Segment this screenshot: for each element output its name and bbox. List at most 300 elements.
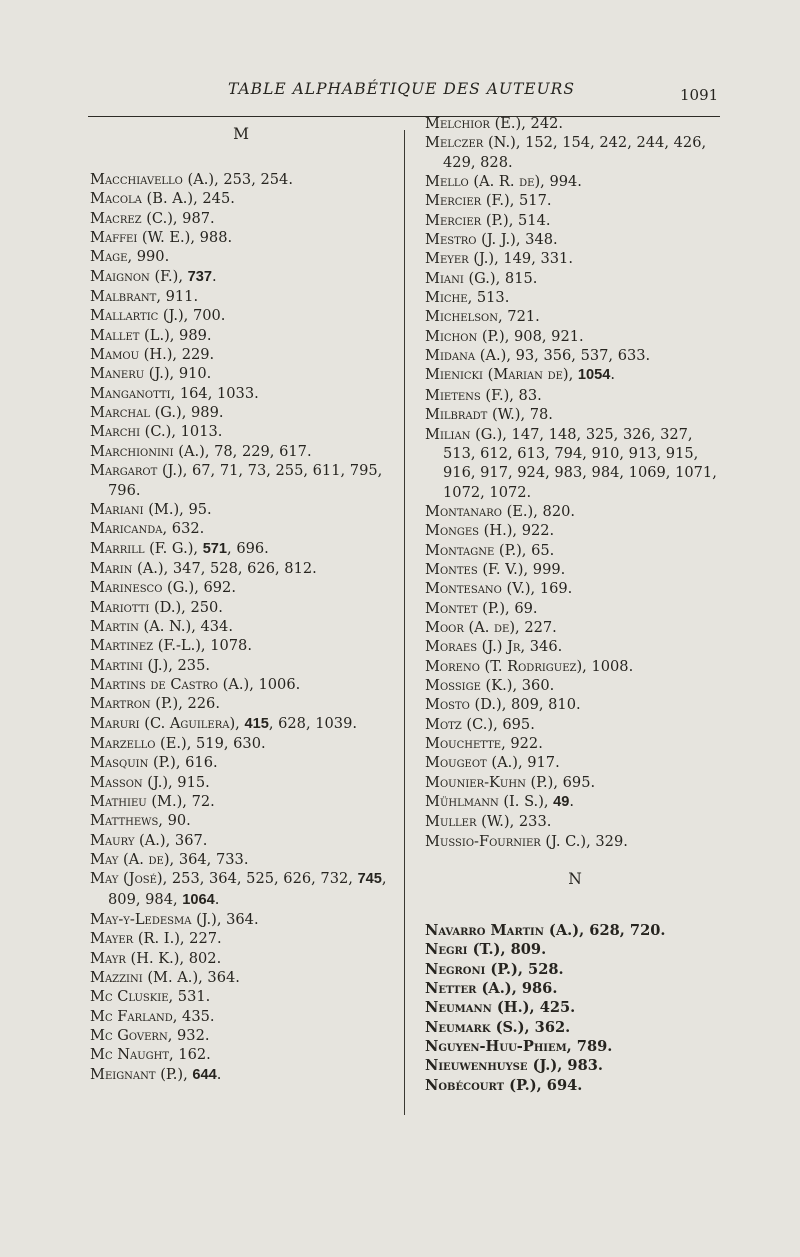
entry-text: (J.), 149, 331. <box>468 250 573 268</box>
index-entry <box>425 832 725 851</box>
author-name: Meyer <box>425 250 469 268</box>
entry-text: , 911. <box>156 288 199 306</box>
bold-page-ref: 1064 <box>182 891 215 908</box>
index-entry <box>90 1045 392 1064</box>
entry-text: (M.), 95. <box>143 500 212 518</box>
author-name: Mestro <box>425 231 477 249</box>
index-entry <box>90 170 392 189</box>
entry-text: (P.), 616. <box>148 754 218 772</box>
author-name: Milian <box>425 425 471 443</box>
author-name: Masquin <box>90 754 149 772</box>
index-entry <box>90 910 392 929</box>
index-entry <box>425 191 725 210</box>
column-divider <box>404 130 405 1115</box>
entry-text: (H.), 425. <box>491 999 576 1017</box>
entry-text: (I. S.), <box>498 793 554 811</box>
entry-text: , 346. <box>520 638 563 656</box>
index-entry <box>90 598 392 617</box>
entry-text: (W.), 78. <box>487 406 553 424</box>
index-entry <box>90 734 392 753</box>
entry-text: , 90. <box>158 812 191 830</box>
author-list-n <box>425 921 725 1095</box>
author-name: Neumann <box>425 999 492 1017</box>
author-name: Macrez <box>90 209 142 227</box>
author-name: Negroni <box>425 960 486 978</box>
entry-text: (G.), 989. <box>149 404 224 422</box>
author-name: Montagne <box>425 541 495 559</box>
index-entry <box>90 675 392 694</box>
author-name: Meignant <box>90 1065 156 1083</box>
index-entry <box>425 365 725 385</box>
index-entry <box>90 792 392 811</box>
entry-text: (P.), 226. <box>150 695 220 713</box>
entry-text: (A.), 986. <box>476 980 558 998</box>
right-column <box>425 115 725 1095</box>
index-entry <box>90 189 392 208</box>
entry-text: (N.), 152, 154, 242, 244, 426, 429, 828. <box>443 134 707 171</box>
index-entry <box>90 345 392 364</box>
entry-text: (T.), 809. <box>467 941 547 959</box>
bold-page-ref: 737 <box>187 268 212 285</box>
index-entry <box>425 560 725 579</box>
entry-text: ), <box>562 366 578 384</box>
index-entry <box>90 326 392 345</box>
author-name: Mühlmann <box>425 793 499 811</box>
index-entry <box>90 929 392 948</box>
author-name: Mayr <box>90 949 126 967</box>
entry-text: (J.), 700. <box>158 307 226 325</box>
author-name: May <box>90 870 119 888</box>
index-entry <box>425 753 725 772</box>
entry-text: . <box>214 890 220 908</box>
entry-text: , 990. <box>127 248 170 266</box>
index-entry <box>425 521 725 540</box>
entry-text: , 513. <box>467 289 510 307</box>
index-entry <box>425 734 725 753</box>
entry-text: (J. J.), 348. <box>476 231 558 249</box>
author-name: Mallartic <box>90 307 159 325</box>
entry-text: (E.), 820. <box>501 502 576 520</box>
bold-page-ref: 745 <box>357 871 382 888</box>
author-name: Netter <box>425 980 477 998</box>
author-name: May-y-Ledesma <box>90 911 192 929</box>
entry-text: (M. A.), 364. <box>142 969 240 987</box>
entry-text: (F.-L.), 1078. <box>153 637 252 655</box>
entry-text: (P.), 65. <box>494 541 555 559</box>
entry-text: (P.), 695. <box>525 773 596 791</box>
author-name: Matthews <box>90 812 159 830</box>
entry-text: ), 364, 733. <box>163 851 249 869</box>
entry-text: . <box>569 793 575 811</box>
index-entry <box>425 599 725 618</box>
author-name: Montet <box>425 599 478 617</box>
entry-text: (A. <box>118 851 149 869</box>
entry-text: (J.), 364. <box>191 911 259 929</box>
author-name: Milbradt <box>425 406 488 424</box>
entry-text: ), <box>229 714 245 732</box>
entry-text: , 922. <box>501 735 543 752</box>
entry-text: , 809, 984, <box>108 870 387 908</box>
index-entry <box>90 949 392 968</box>
author-name: Mc Govern <box>90 1027 168 1045</box>
entry-text: (H.), 229. <box>139 346 215 364</box>
author-name: Marrill <box>90 539 145 557</box>
index-entry <box>90 694 392 713</box>
entry-text: (R. I.), 227. <box>133 930 222 948</box>
index-entry <box>90 753 392 772</box>
entry-text: (E.), 519, 630. <box>155 734 266 752</box>
entry-text: (P.), 514. <box>481 211 551 229</box>
entry-text: (D.), 809, 810. <box>469 696 581 714</box>
index-entry <box>90 1065 392 1085</box>
author-name: Mougeot <box>425 754 487 772</box>
author-name: Mallet <box>90 326 140 344</box>
left-column <box>90 122 392 1085</box>
index-entry <box>425 386 725 405</box>
entry-text: (P.), 694. <box>504 1076 583 1094</box>
author-name: Marian de <box>493 366 563 384</box>
index-entry <box>425 133 725 172</box>
author-name: Montanaro <box>425 502 502 520</box>
author-name: Mathieu <box>90 793 147 810</box>
index-entry <box>90 1007 392 1026</box>
index-entry <box>90 1026 392 1045</box>
entry-text: (G.), 147, 148, 325, 326, 327, 513, 612, 613, 794, 910, 913, 915, 916, 917, 924, 983, 984, 1069, 1071, 1072, 1072. <box>443 425 717 501</box>
entry-text: (G.), 815. <box>463 269 538 287</box>
author-name: Maruri <box>90 714 140 732</box>
author-name: Mosto <box>425 696 470 714</box>
index-entry <box>425 979 725 998</box>
index-entry <box>90 384 392 403</box>
entry-text: ), 253, 364, 525, 626, 732, <box>156 870 358 888</box>
entry-text: , 628, 1039. <box>268 714 358 732</box>
index-entry <box>90 968 392 987</box>
entry-text: (J.), 910. <box>144 365 212 383</box>
author-name: Martin <box>90 617 139 635</box>
section-letter-m: M <box>233 125 249 143</box>
entry-text: , 932. <box>167 1027 210 1045</box>
entry-text: ), 994. <box>534 173 582 191</box>
entry-text: (A. <box>463 618 495 636</box>
entry-text: (J.) <box>477 638 508 656</box>
author-name: Moraes <box>425 638 478 656</box>
entry-text: (A.), 78, 229, 617. <box>173 442 312 460</box>
entry-text: (E.), 242. <box>489 115 564 132</box>
entry-text: (J. C.), 329. <box>540 832 628 850</box>
index-entry <box>90 519 392 538</box>
index-entry <box>90 831 392 850</box>
author-name: Mienicki <box>425 366 483 384</box>
index-entry <box>425 114 725 133</box>
entry-text: (A. R. <box>468 173 520 191</box>
author-name: Mayer <box>90 930 134 948</box>
index-entry <box>90 578 392 597</box>
author-name: José <box>128 870 157 888</box>
index-entry <box>90 636 392 655</box>
author-name: Mc Naught <box>90 1046 170 1064</box>
index-entry <box>425 676 725 695</box>
entry-text: (F. V.), 999. <box>477 560 566 578</box>
bold-page-ref: 1054 <box>577 367 611 384</box>
author-list-m-left <box>90 170 392 1085</box>
author-name: Miche <box>425 289 468 307</box>
index-entry <box>425 812 725 831</box>
author-name: Negri <box>425 941 468 959</box>
author-name: Mc Farland <box>90 1007 173 1025</box>
index-entry <box>425 1056 725 1075</box>
index-entry <box>90 306 392 325</box>
author-name: Miani <box>425 269 464 287</box>
index-entry <box>425 695 725 714</box>
index-entry <box>425 921 725 940</box>
entry-text: , 435. <box>172 1007 215 1025</box>
index-entry <box>90 228 392 247</box>
index-entry <box>425 792 725 812</box>
index-entry <box>425 307 725 326</box>
entry-text: (C.), 987. <box>141 209 215 227</box>
entry-text: . <box>211 267 217 285</box>
author-name: Manganotti <box>90 384 171 402</box>
index-entry <box>90 850 392 869</box>
author-name: Aguilera <box>169 714 230 732</box>
author-name: Maricanda <box>90 520 163 538</box>
author-name: Margarot <box>90 462 158 480</box>
entry-text: (P.), 908, 921. <box>477 327 584 345</box>
author-name: Martinez <box>90 637 154 655</box>
entry-text: (A. N.), 434. <box>138 617 233 635</box>
entry-text: , 632. <box>162 520 205 538</box>
author-name: Mage <box>90 248 128 266</box>
author-name: Malbrant <box>90 288 157 306</box>
index-entry <box>425 425 725 502</box>
author-name: Marchionini <box>90 442 174 460</box>
author-name: Mercier <box>425 211 482 229</box>
index-entry <box>425 269 725 288</box>
index-entry <box>425 502 725 521</box>
index-entry <box>425 249 725 268</box>
page-number: 1091 <box>680 86 719 104</box>
author-name: Melczer <box>425 134 484 152</box>
entry-text: (L.), 989. <box>139 326 212 344</box>
index-entry <box>90 267 392 287</box>
author-name: Nieuwenhuyse <box>425 1057 528 1075</box>
index-entry <box>425 1076 725 1095</box>
index-entry <box>90 714 392 734</box>
author-name: Michon <box>425 327 478 345</box>
index-entry <box>90 869 392 910</box>
entry-text: (F.), 83. <box>480 386 542 404</box>
index-entry <box>425 960 725 979</box>
entry-text: , 164, 1033. <box>170 384 259 402</box>
index-entry <box>425 1018 725 1037</box>
entry-text: (H. K.), 802. <box>125 949 222 967</box>
author-name: Mariani <box>90 500 144 518</box>
author-name: Montesano <box>425 580 502 598</box>
entry-text: (A.), 917. <box>486 754 560 772</box>
entry-text: (C.), 695. <box>461 715 535 733</box>
index-entry <box>90 773 392 792</box>
entry-text: (J.), 67, 71, 73, 255, 611, 795, 796. <box>108 462 383 499</box>
author-name: Rodriguez <box>507 657 577 675</box>
entry-text: . <box>610 366 615 384</box>
author-name: Michelson <box>425 308 499 326</box>
author-name: de <box>148 851 164 869</box>
author-name: Mello <box>425 173 469 191</box>
author-name: Nobécourt <box>425 1076 505 1094</box>
author-name: Martini <box>90 656 143 674</box>
entry-text: (A.), 367. <box>134 831 208 849</box>
entry-text: , 162. <box>169 1046 211 1064</box>
author-name: Jr <box>507 638 521 656</box>
author-name: Midana <box>425 347 476 365</box>
author-name: Macchiavello <box>90 171 183 188</box>
entry-text: (C.), 1013. <box>140 423 223 441</box>
entry-text: (B. A.), 245. <box>141 190 235 208</box>
author-name: Martins de Castro <box>90 675 218 693</box>
running-head: TABLE ALPHABÉTIQUE DES AUTEURS <box>228 80 575 98</box>
index-entry <box>90 559 392 578</box>
index-entry <box>90 364 392 383</box>
index-entry <box>425 773 725 792</box>
entry-text: (A.), 1006. <box>217 675 301 693</box>
entry-text: (J.), 235. <box>142 656 210 674</box>
entry-text: . <box>216 1065 222 1083</box>
author-name: Maneru <box>90 365 145 383</box>
index-entry <box>425 230 725 249</box>
index-entry <box>425 637 725 656</box>
entry-text: (F.), 517. <box>481 192 552 210</box>
author-name: Masson <box>90 773 143 791</box>
author-name: Martron <box>90 695 151 713</box>
index-entry <box>90 987 392 1006</box>
bold-page-ref: 49 <box>553 794 570 811</box>
entry-text: (D.), 250. <box>149 598 223 616</box>
index-entry <box>425 327 725 346</box>
index-entry <box>425 715 725 734</box>
entry-text: (A.), 628, 720. <box>543 922 666 940</box>
author-name: de <box>519 173 535 191</box>
entry-text: (J.), 983. <box>527 1057 603 1075</box>
entry-text: (S.), 362. <box>490 1018 571 1036</box>
author-name: Mazzini <box>90 969 143 987</box>
entry-text: , 696. <box>227 539 269 557</box>
index-entry <box>90 287 392 306</box>
entry-text: (G.), 692. <box>162 579 236 597</box>
index-entry <box>90 442 392 461</box>
index-entry <box>90 500 392 519</box>
index-entry <box>90 461 392 500</box>
entry-text: (H.), 922. <box>479 522 555 540</box>
bold-page-ref: 644 <box>192 1066 217 1083</box>
author-name: Melchior <box>425 115 490 132</box>
entry-text: , 789. <box>566 1038 613 1056</box>
author-name: Moor <box>425 618 464 636</box>
index-entry <box>90 617 392 636</box>
bold-page-ref: 415 <box>244 715 269 732</box>
index-entry <box>425 657 725 676</box>
entry-text: ( <box>482 366 494 384</box>
entry-text: (A.), 347, 528, 626, 812. <box>132 559 317 577</box>
entry-text: (T. <box>479 657 508 675</box>
index-entry <box>425 940 725 959</box>
author-name: Neumark <box>425 1018 491 1036</box>
author-name: Maury <box>90 831 135 849</box>
entry-text: (C. <box>139 714 170 732</box>
entry-text: (W. E.), 988. <box>137 229 233 247</box>
index-entry <box>425 346 725 365</box>
entry-text: (J.), 915. <box>142 773 210 791</box>
index-entry <box>425 579 725 598</box>
entry-text: ), 1008. <box>576 657 634 675</box>
author-name: Marzello <box>90 734 156 752</box>
author-name: Marchi <box>90 423 141 441</box>
entry-text: , 531. <box>168 988 211 1006</box>
author-name: Mariotti <box>90 598 150 616</box>
author-name: de <box>494 618 510 636</box>
author-name: Mamou <box>90 346 140 364</box>
index-entry <box>425 618 725 637</box>
entry-text: (P.), 528. <box>485 960 564 978</box>
author-name: Motz <box>425 715 462 733</box>
author-name: Marin <box>90 559 133 577</box>
author-name: Mercier <box>425 192 482 210</box>
bold-page-ref: 571 <box>202 540 228 557</box>
index-entry <box>90 811 392 830</box>
author-name: Muller <box>425 813 477 831</box>
author-name: Mossige <box>425 676 481 694</box>
index-entry <box>425 1037 725 1056</box>
author-name: Monges <box>425 522 480 540</box>
entry-text: (W.), 233. <box>476 813 552 831</box>
entry-text: (M.), 72. <box>146 793 215 810</box>
index-entry <box>425 405 725 424</box>
index-entry <box>90 422 392 441</box>
index-entry <box>425 211 725 230</box>
entry-text: (A.), 253, 254. <box>182 171 293 188</box>
author-name: Marinesco <box>90 579 163 597</box>
author-name: Mietens <box>425 386 481 404</box>
author-name: Nguyen-Huu-Phiem <box>425 1038 567 1056</box>
entry-text: (K.), 360. <box>480 676 555 694</box>
index-entry <box>425 172 725 191</box>
author-name: Navarro Martin <box>425 922 544 940</box>
author-name: Marchal <box>90 404 150 422</box>
index-entry <box>90 539 392 559</box>
entry-text: (F. G.), <box>144 539 203 557</box>
index-entry <box>90 403 392 422</box>
index-entry <box>425 541 725 560</box>
author-name: Mounier-Kuhn <box>425 773 526 791</box>
author-name: Mc Cluskie <box>90 988 169 1006</box>
index-entry <box>425 288 725 307</box>
section-letter-n: N <box>568 870 582 889</box>
entry-text: ( <box>118 870 129 888</box>
entry-text: (V.), 169. <box>501 580 573 598</box>
author-name: Montes <box>425 560 478 578</box>
author-list-m-right <box>425 114 725 851</box>
author-name: May <box>90 851 119 869</box>
entry-text: , 721. <box>498 308 540 326</box>
index-entry <box>90 247 392 266</box>
index-entry <box>90 656 392 675</box>
entry-text: (A.), 93, 356, 537, 633. <box>475 347 651 365</box>
author-name: Maffei <box>90 229 138 247</box>
entry-text: (F.), <box>149 267 188 285</box>
author-name: Maignon <box>90 267 150 285</box>
entry-text: ), 227. <box>509 618 557 636</box>
entry-text: (P.), 69. <box>477 599 538 617</box>
author-name: Macola <box>90 190 142 208</box>
